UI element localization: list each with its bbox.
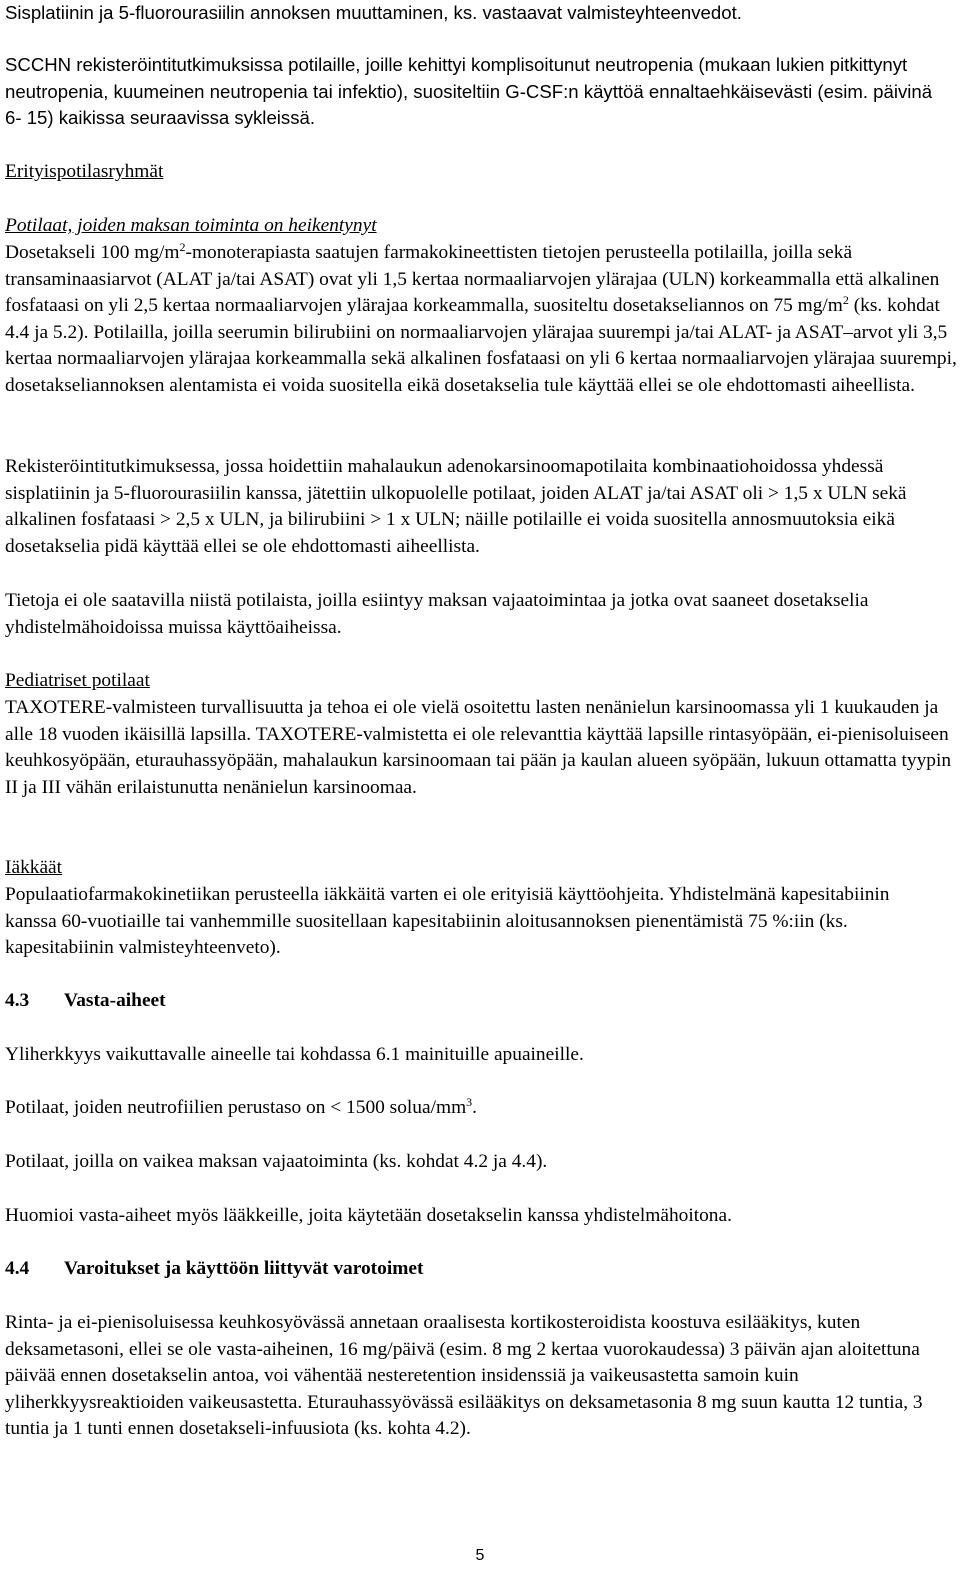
liver-p1-text-c: (ks. kohdat 4.4 ja 5.2). Potilailla, joilla seerumin bilirubiini on normaaliarvojen ylärajaa suurempi ja/tai ALAT- ja ASAT–arvot yli 3,5 kertaa normaaliarvojen ylärajaa korkeammalla sekä alkalinen fosfataasi on yli 6 kertaa normaaliarvojen ylärajaa suurempi, dosetakseliannoksen alentamista ei voida suositella eikä dosetakselia tule käyttää ellei se ole ehdottomasti aiheellista. xyxy=(5,295,957,396)
contraindication-liver: Potilaat, joilla on vaikea maksan vajaatoiminta (ks. kohdat 4.2 ja 4.4). xyxy=(5,1151,548,1172)
superscript-3: 3 xyxy=(466,1095,473,1109)
section-title: Vasta-aiheet xyxy=(64,990,166,1011)
section-title: Varoitukset ja käyttöön liittyvät varotoimet xyxy=(64,1258,424,1279)
liver-paragraph-2: Rekisteröintitutkimuksessa, jossa hoidettiin mahalaukun adenokarsinoomapotilaita kombinaatiohoidossa yhdessä sisplatiinin ja 5-fluorourasiilin kanssa, jätettiin ulkopuolelle potilaat, joiden ALAT ja/tai ASAT oli > 1,5 x ULN sekä alkalinen fosfataasi > 2,5 x ULN, ja bilirubiini > 1 x ULN; näille potilaille ei voida suositella annosmuutoksia eikä dosetakselia pidä käyttää ellei se ole ehdottomasti aiheellista. xyxy=(5,456,907,557)
neutrophils-text-b: . xyxy=(472,1097,478,1118)
special-groups-title: Erityispotilasryhmät xyxy=(5,161,164,182)
warnings-paragraph: Rinta- ja ei-pienisoluisessa keuhkosyövässä annetaan oraalisesta kortikosteroidista koostuva esilääkitys, kuten deksametasoni, ellei se ole vasta-aiheinen, 16 mg/päivä (esim. 8 mg 2 kertaa vuorokaudessa) 3 päivän ajan aloitettuna päivää ennen dosetakselin antoa, voi vähentää nesteretention insidenssiä ja vaikeusastetta samoin kuin yliherkkyysreaktioiden vaikeusastetta. Eturauhassyövässä esilääkitys on deksametasonia 8 mg suun kautta 12 tuntia, 3 tuntia ja 1 tunti ennen dosetakseli-infuusiota (ks. kohta 4.2). xyxy=(5,1312,923,1440)
liver-p1-text-a: Dosetakseli 100 mg/m xyxy=(5,242,180,263)
superscript-2: 2 xyxy=(179,240,186,254)
elderly-paragraph: Populaatiofarmakokinetiikan perusteella iäkkäitä varten ei ole erityisiä käyttöohjeita. Yhdistelmänä kapesitabiinin kanssa 60-vuotiaille tai vanhemmille suositellaan kapesitabiinin aloitusannoksen pienentämistä 75 %:iin (ks. kapesitabiinin valmisteyhteenveto). xyxy=(5,884,890,959)
section-4-3-heading xyxy=(5,988,166,1015)
elderly-subtitle: Iäkkäät xyxy=(5,857,63,878)
liver-subtitle: Potilaat, joiden maksan toiminta on heikentynyt xyxy=(5,215,377,236)
intro-line: Sisplatiinin ja 5-fluorourasiilin annoksen muuttaminen, ks. vastaavat valmisteyhteenvedot. xyxy=(5,2,742,23)
pediatric-paragraph: TAXOTERE-valmisteen turvallisuutta ja tehoa ei ole vielä osoitettu lasten nenänielun karsinoomassa yli 1 kuukauden ja alle 18 vuoden ikäisillä lapsilla. TAXOTERE-valmistetta ei ole relevanttia käyttää lapsille rintasyöpään, ei-pienisoluiseen keuhkosyöpään, eturauhassyöpään, mahalaukun karsinoomaan tai pään ja kaulan alueen syöpään, lukuun ottamatta tyypin II ja III vähän erilaistunutta nenänielun karsinoomaa. xyxy=(5,697,952,798)
liver-paragraph-3: Tietoja ei ole saatavilla niistä potilaista, joilla esiintyy maksan vajaatoimintaa ja jotka ovat saaneet dosetakselia yhdistelmähoidoissa muissa käyttöaiheissa. xyxy=(5,590,869,638)
pediatric-subtitle: Pediatriset potilaat xyxy=(5,670,150,691)
contraindication-neutrophils xyxy=(5,1095,477,1122)
superscript-2: 2 xyxy=(842,293,849,308)
section-4-4-heading xyxy=(5,1256,423,1283)
contraindication-combination: Huomioi vasta-aiheet myös lääkkeille, joita käytetään dosetakselin kanssa yhdistelmähoitona. xyxy=(5,1205,732,1226)
section-number: 4.3 xyxy=(5,990,30,1011)
neutrophils-text-a: Potilaat, joiden neutrofiilien perustaso on < 1500 solua/mm xyxy=(5,1097,467,1118)
contraindication-hypersensitivity: Yliherkkyys vaikuttavalle aineelle tai kohdassa 6.1 mainituille apuaineille. xyxy=(5,1044,584,1065)
liver-paragraph-1 xyxy=(5,240,960,400)
scchn-paragraph: SCCHN rekisteröintitutkimuksissa potilaille, joille kehittyi komplisoitunut neutropenia (mukaan lukien pitkittynyt neutropenia, kuumeinen neutropenia tai infektio), suositeltiin G-CSF:n käyttöä ennaltaehkäisevästi (esim. päivinä 6- 15) kaikissa seuraavissa sykleissä. xyxy=(5,54,933,129)
liver-p1-text-b: -monoterapiasta saatujen farmakokineettisten tietojen perusteella potilailla, joilla sekä transaminaasiarvot (ALAT ja/tai ASAT) ovat yli 1,5 kertaa normaaliarvojen ylärajaa (ULN) korkeammalla että alkalinen fosfataasi on yli 2,5 kertaa normaaliarvojen ylärajaa korkeammalla, suositeltu dosetakseliannos on 75 mg/m xyxy=(5,242,940,317)
page-number: 5 xyxy=(475,1547,485,1564)
section-number: 4.4 xyxy=(5,1258,30,1279)
